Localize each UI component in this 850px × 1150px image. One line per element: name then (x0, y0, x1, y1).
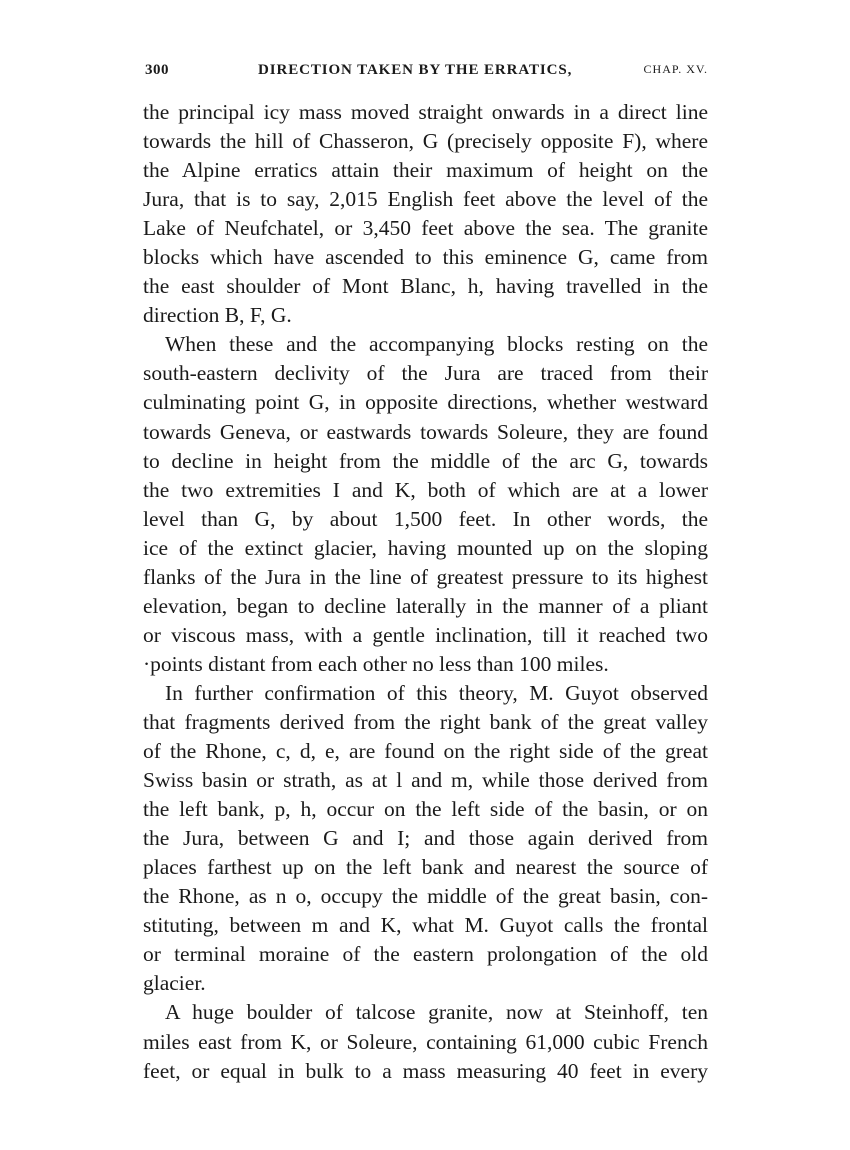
page-number: 300 (145, 62, 169, 78)
text-line: ice of the extinct glacier, having mounted up on the sloping (143, 535, 708, 560)
text-line: miles east from K, or Soleure, containing 61,000 cubic French (143, 1029, 708, 1054)
text-line: or terminal moraine of the eastern prolongation of the old (143, 942, 708, 967)
text-line: ·points distant from each other no less than 100 miles. (143, 651, 609, 676)
text-line: culminating point G, in opposite directions, whether westward (143, 390, 708, 415)
text-line: to decline in height from the middle of the arc G, towards (143, 448, 708, 473)
text-line: the two extremities I and K, both of which are at a lower (143, 477, 708, 502)
text-line: direction B, F, G. (143, 303, 292, 328)
text-line: the east shoulder of Mont Blanc, h, having travelled in the (143, 274, 708, 299)
body-text (143, 98, 708, 1086)
text-line: elevation, began to decline laterally in the manner of a pliant (143, 593, 708, 618)
text-line: the Alpine erratics attain their maximum of height on the (143, 158, 708, 183)
text-line: or viscous mass, with a gentle inclination, till it reached two (143, 622, 708, 647)
text-line: Lake of Neufchatel, or 3,450 feet above the sea. The granite (143, 216, 708, 241)
text-line: glacier. (143, 971, 206, 996)
text-line: towards the hill of Chasseron, G (precisely opposite F), where (143, 129, 708, 154)
paragraph-3 (143, 679, 708, 999)
text-line: the principal icy mass moved straight onwards in a direct line (143, 100, 708, 124)
text-line: A huge boulder of talcose granite, now at Steinhoff, ten (165, 1000, 708, 1025)
paragraph-1 (143, 98, 708, 330)
text-line: stituting, between m and K, what M. Guyot calls the frontal (143, 913, 708, 938)
text-line: that fragments derived from the right bank of the great valley (143, 709, 708, 734)
text-line: south-eastern declivity of the Jura are traced from their (143, 361, 708, 386)
text-line: Jura, that is to say, 2,015 English feet above the level of the (143, 187, 708, 212)
text-line: of the Rhone, c, d, e, are found on the right side of the great (143, 739, 708, 764)
text-line: When these and the accompanying blocks resting on the (165, 332, 708, 357)
text-line: In further confirmation of this theory, M. Guyot observed (165, 680, 708, 705)
text-line: places farthest up on the left bank and nearest the source of (143, 855, 708, 880)
text-line: flanks of the Jura in the line of greatest pressure to its highest (143, 564, 708, 589)
text-line: towards Geneva, or eastwards towards Soleure, they are found (143, 419, 708, 444)
text-line: feet, or equal in bulk to a mass measuring 40 feet in every (143, 1058, 708, 1083)
paragraph-2 (143, 330, 708, 679)
paragraph-4 (143, 998, 708, 1085)
running-title: DIRECTION TAKEN BY THE ERRATICS, (258, 62, 573, 78)
text-line: the Jura, between G and I; and those again derived from (143, 826, 708, 851)
text-line: the Rhone, as n o, occupy the middle of the great basin, con- (143, 884, 708, 909)
running-head (143, 60, 708, 84)
text-line: blocks which have ascended to this eminence G, came from (143, 245, 708, 270)
text-line: Swiss basin or strath, as at l and m, while those derived from (143, 768, 708, 793)
chapter-label: CHAP. XV. (643, 62, 708, 76)
text-line: the left bank, p, h, occur on the left side of the basin, or on (143, 797, 708, 822)
text-line: level than G, by about 1,500 feet. In other words, the (143, 506, 708, 531)
